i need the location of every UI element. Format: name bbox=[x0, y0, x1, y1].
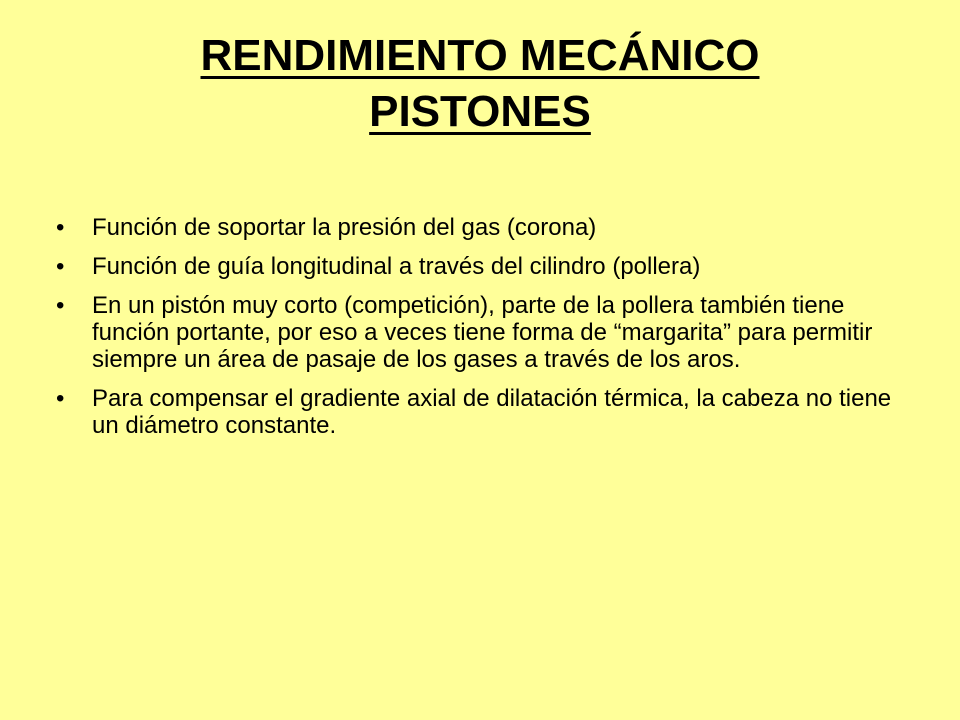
bullet-item bbox=[52, 385, 902, 439]
bullet-text: Función de guía longitudinal a través del cilindro (pollera) bbox=[92, 253, 701, 280]
bullet-item bbox=[52, 253, 902, 280]
bullet-list bbox=[52, 214, 902, 451]
slide-title-line-1: RENDIMIENTO MECÁNICO bbox=[200, 31, 760, 80]
bullet-dot-icon: • bbox=[56, 214, 65, 241]
bullet-item bbox=[52, 292, 902, 373]
bullet-text: En un pistón muy corto (competición), parte de la pollera también tiene función portante, por eso a veces tiene forma de “margarita” para permitir siempre un área de pasaje de los gases a través de los aros. bbox=[92, 292, 873, 373]
slide-title-line-2: PISTONES bbox=[369, 87, 591, 136]
bullet-dot-icon: • bbox=[56, 253, 65, 280]
bullet-dot-icon: • bbox=[56, 292, 65, 319]
slide-title bbox=[0, 28, 960, 140]
bullet-text: Para compensar el gradiente axial de dilatación térmica, la cabeza no tiene un diámetro constante. bbox=[92, 385, 892, 439]
bullet-dot-icon: • bbox=[56, 385, 65, 412]
bullet-text: Función de soportar la presión del gas (corona) bbox=[92, 214, 597, 241]
bullet-item bbox=[52, 214, 902, 241]
